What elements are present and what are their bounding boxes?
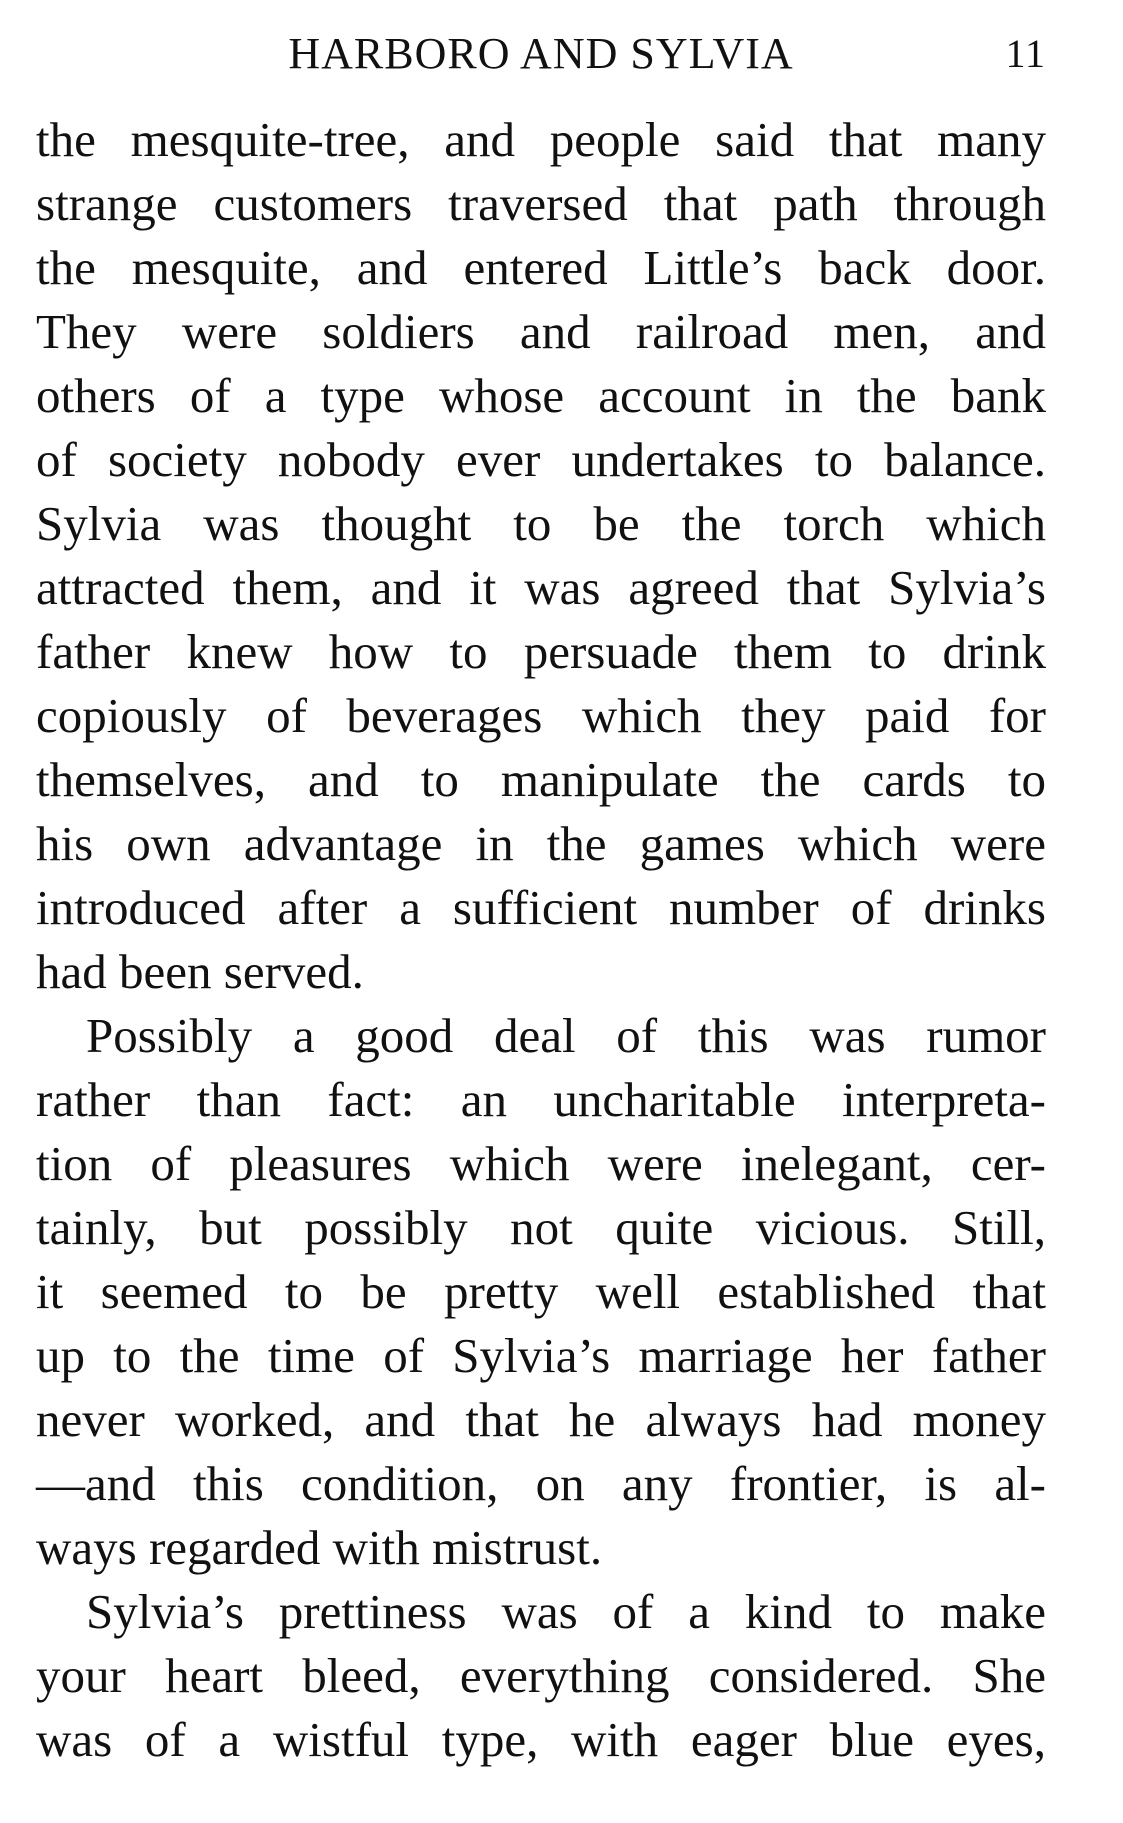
text-line: ways regarded with mistrust. [36, 1520, 603, 1575]
text-line: Possibly a good deal of this was rumor [86, 1008, 1046, 1063]
text-line: rather than fact: an uncharitable interpreta- [36, 1072, 1046, 1127]
text-line: tion of pleasures which were inelegant, cer- [36, 1136, 1046, 1191]
text-line: of society nobody ever undertakes to balance. [36, 432, 1046, 487]
text-line: copiously of beverages which they paid for [36, 688, 1046, 743]
running-head: HARBORO AND SYLVIA [288, 29, 794, 78]
text-line: Sylvia’s prettiness was of a kind to make [86, 1584, 1046, 1639]
text-line: the mesquite, and entered Little’s back door. [36, 240, 1046, 295]
text-line: —and this condition, on any frontier, is al- [36, 1456, 1046, 1511]
body-text [36, 108, 1046, 1772]
text-line: others of a type whose account in the bank [36, 368, 1046, 423]
text-line: They were soldiers and railroad men, and [36, 304, 1046, 359]
paragraph [36, 108, 1046, 1004]
text-line: attracted them, and it was agreed that Sylvia’s [36, 560, 1046, 615]
page-header [36, 22, 1046, 82]
text-line: never worked, and that he always had money [36, 1392, 1046, 1447]
text-line: had been served. [36, 944, 364, 999]
page-number: 11 [1005, 31, 1046, 76]
text-line: strange customers traversed that path through [36, 176, 1046, 231]
text-line: introduced after a sufficient number of drinks [36, 880, 1046, 935]
text-line: the mesquite-tree, and people said that many [36, 112, 1046, 167]
text-line: up to the time of Sylvia’s marriage her father [36, 1328, 1046, 1383]
text-line: tainly, but possibly not quite vicious. Still, [36, 1200, 1046, 1255]
paragraph [36, 1004, 1046, 1580]
text-line: was of a wistful type, with eager blue eyes, [36, 1712, 1046, 1767]
text-line: Sylvia was thought to be the torch which [36, 496, 1046, 551]
paragraph [36, 1580, 1046, 1772]
text-line: his own advantage in the games which were [36, 816, 1046, 871]
text-line: it seemed to be pretty well established that [36, 1264, 1046, 1319]
text-line: your heart bleed, everything considered. She [36, 1648, 1046, 1703]
text-line: father knew how to persuade them to drink [36, 624, 1046, 679]
text-line: themselves, and to manipulate the cards to [36, 752, 1046, 807]
